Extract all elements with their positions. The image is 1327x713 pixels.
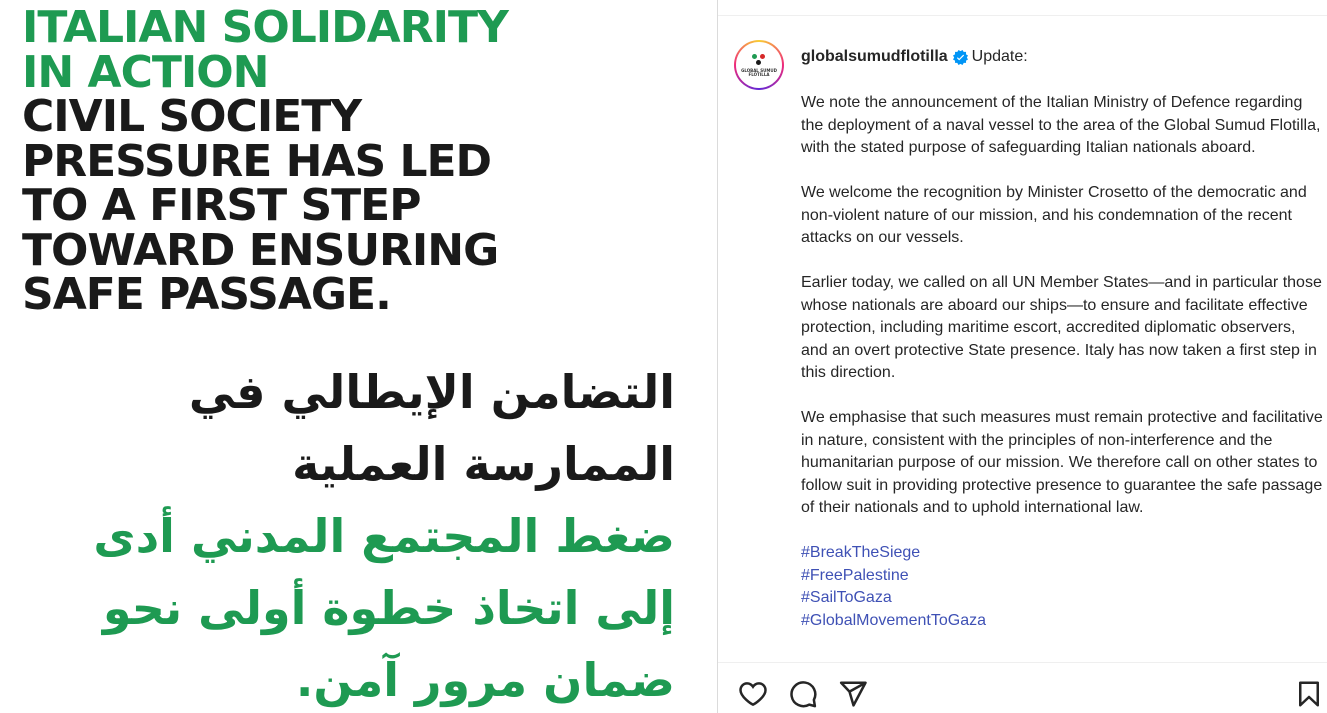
caption-body — [801, 92, 1323, 632]
english-headline — [22, 2, 702, 320]
caption-paragraph: We welcome the recognition by Minister Crosetto of the democratic and non-violent nature of our mission, and his condemnation of the recent attacks on our vessels. — [801, 184, 1307, 246]
comment-icon[interactable] — [788, 679, 818, 709]
caption-paragraph: Earlier today, we called on all UN Member States—and in particular those whose nationals are aboard our ships—to ensure and facilitate effective protection, including maritime escort, accredited diplomatic observers, and an overt protective State presence. Italy has now taken a first step in this direction. — [801, 274, 1322, 381]
arabic-green-line-3: ضمان مرور آمن. — [295, 653, 675, 707]
avatar[interactable] — [734, 40, 784, 90]
heart-icon[interactable] — [738, 679, 768, 709]
arabic-green-line-2: إلى اتخاذ خطوة أولى نحو — [102, 581, 675, 635]
hashtag-link[interactable]: #BreakTheSiege — [801, 544, 921, 561]
arabic-headline — [15, 356, 675, 713]
action-bar — [718, 663, 1327, 713]
headline-black-line-4: TOWARD ENSURING — [22, 224, 499, 276]
arabic-black-line-2: الممارسة العملية — [292, 437, 675, 491]
hashtag-link[interactable]: #GlobalMovementToGaza — [801, 611, 986, 629]
username-link[interactable]: globalsumudflotilla — [801, 48, 948, 65]
hashtag-link[interactable]: #FreePalestine — [801, 566, 909, 584]
caption-paragraph: We emphasise that such measures must remain protective and facilitative in nature, consistent with the principles of non-interference and the humanitarian purpose of our mission. We therefore call on other states to follow suit in providing protective presence to guarantee the safe passage of their nationals and to uphold international law. — [801, 409, 1323, 516]
arabic-black-line-1: التضامن الإيطالي في — [188, 365, 675, 419]
headline-black-line-1: CIVIL SOCIETY — [22, 91, 362, 142]
bookmark-icon[interactable] — [1294, 679, 1324, 709]
headline-black-line-2: PRESSURE HAS LED — [22, 135, 492, 187]
post-header — [801, 47, 1028, 67]
hashtag-link[interactable]: #SailToGaza — [801, 589, 892, 606]
headline-black-line-5: SAFE PASSAGE. — [22, 269, 391, 320]
caption-panel[interactable] — [718, 16, 1327, 662]
avatar-label: GLOBAL SUMUD FLOTILLA — [741, 67, 777, 77]
avatar-logo — [736, 42, 782, 88]
send-icon[interactable] — [838, 679, 868, 709]
headline-black-line-3: TO A FIRST STEP — [22, 180, 421, 231]
flotilla-logo-icon — [752, 54, 766, 68]
headline-green-line-2: IN ACTION — [22, 46, 269, 98]
headline-green-line-1: ITALIAN SOLIDARITY — [22, 2, 508, 53]
hashtag-list — [801, 542, 1323, 632]
update-label: Update: — [971, 48, 1028, 65]
caption-paragraph: We note the announcement of the Italian Ministry of Defence regarding the deployment of a naval vessel to the area of the Global Sumud Flotilla, with the stated purpose of safeguarding Italian nationals aboard. — [801, 94, 1321, 156]
verified-badge-icon — [953, 50, 968, 65]
arabic-green-line-1: ضغط المجتمع المدني أدى — [93, 509, 675, 563]
